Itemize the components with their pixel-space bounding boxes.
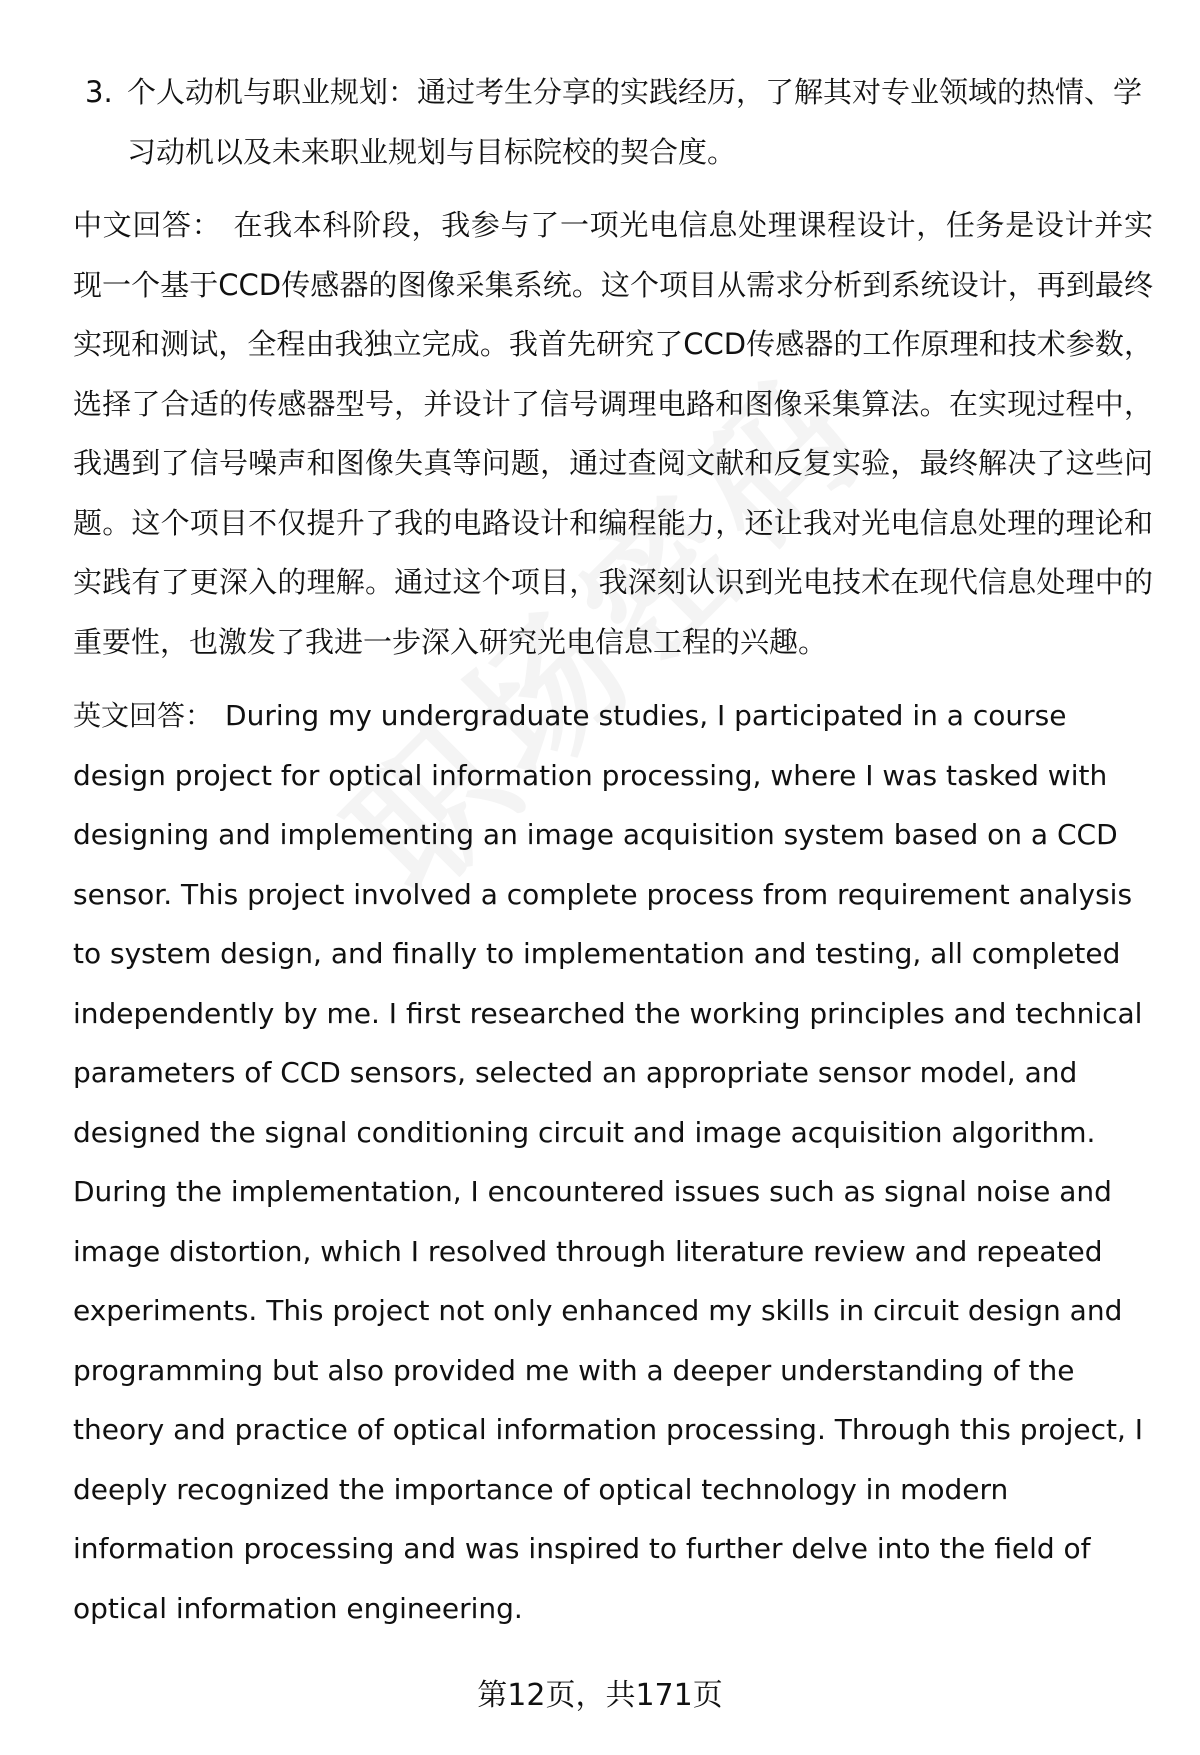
chinese-answer-label: 中文回答： bbox=[73, 208, 222, 242]
list-item-3 bbox=[73, 62, 1153, 182]
page-number-footer: 第12页，共171页 bbox=[477, 1678, 723, 1713]
list-item-number: 3. bbox=[85, 75, 113, 109]
chinese-answer-text: 在我本科阶段，我参与了一项光电信息处理课程设计，任务是设计并实现一个基于CCD传感器的图像采集系统。这个项目从需求分析到系统设计，再到最终实现和测试，全程由我独立完成。我首先研究了CCD传感器的工作原理和技术参数，选择了合适的传感器型号，并设计了信号调理电路和图像采集算法。在实现过程中，我遇到了信号噪声和图像失真等问题，通过查阅文献和反复实验，最终解决了这些问题。这个项目不仅提升了我的电路设计和编程能力，还让我对光电信息处理的理论和实践有了更深入的理解。通过这个项目，我深刻认识到光电技术在现代信息处理中的重要性，也激发了我进一步深入研究光电信息工程的兴趣。 bbox=[73, 208, 1153, 659]
english-answer-paragraph bbox=[73, 686, 1153, 1638]
list-item-text: 个人动机与职业规划：通过考生分享的实践经历，了解其对专业领域的热情、学习动机以及未来职业规划与目标院校的契合度。 bbox=[127, 75, 1143, 169]
english-answer-label: 英文回答： bbox=[73, 699, 214, 732]
english-answer-text: During my undergraduate studies, I participated in a course design project for optical information processing, where I was tasked with designing and implementing an image acquisition system based on a CCD sensor. This project involved a complete process from requirement analysis to system design, and finally to implementation and testing, all completed independently by me. I first researched the working principles and technical parameters of CCD sensors, selected an appropriate sensor model, and designed the signal conditioning circuit and image acquisition algorithm. During the implementation, I encountered issues such as signal noise and image distortion, which I resolved through literature review and repeated experiments. This project not only enhanced my skills in circuit design and programming but also provided me with a deeper understanding of the theory and practice of optical information processing. Through this project, I deeply recognized the importance of optical technology in modern information processing and was inspired to further delve into the field of optical information engineering. bbox=[73, 699, 1144, 1625]
page-content bbox=[73, 62, 1153, 1652]
chinese-answer-paragraph bbox=[73, 196, 1153, 672]
